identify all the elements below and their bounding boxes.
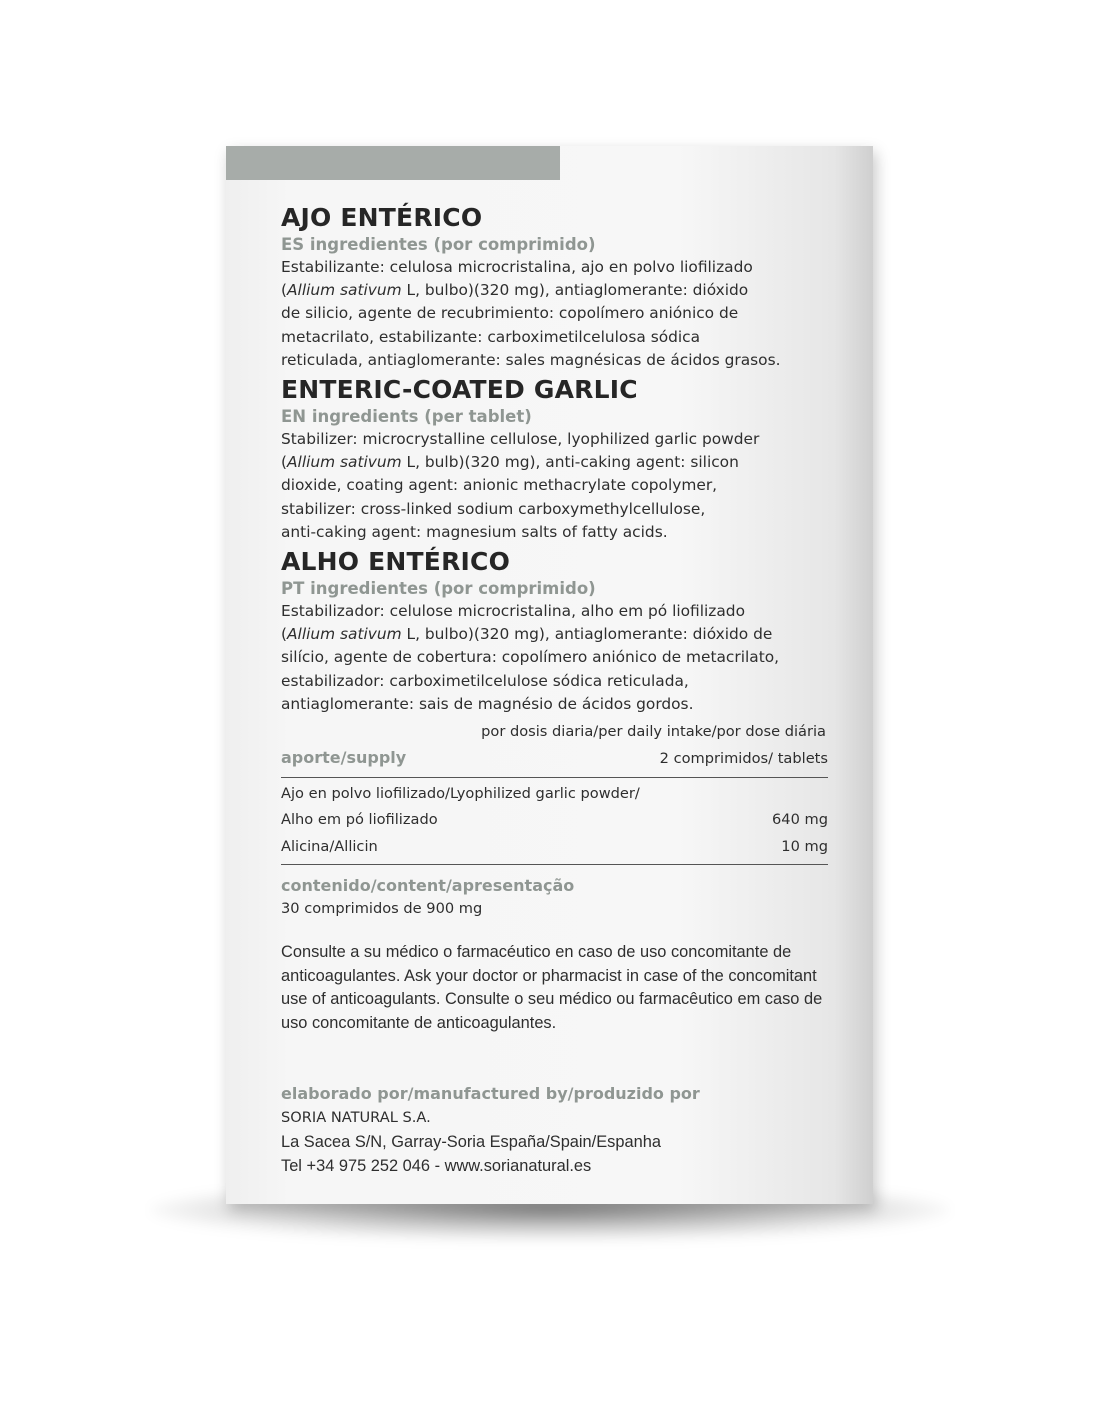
row-label: Ajo en polvo liofilizado/Lyophilized garlic powder/ [281,784,640,802]
ingredients-heading [281,234,861,256]
ingredients-heading [281,406,861,428]
warning-line: Consulte a su médico o farmacéutico en caso de uso concomitante de [281,943,792,962]
manufacturer-contact: Tel +34 975 252 046 - www.sorianatural.es [281,1156,592,1175]
daily-intake-label: por dosis diaria/per daily intake/por dose diária [481,723,826,741]
ingredients-line: anti-caking agent: magnesium salts of fatty acids. [281,522,668,541]
lang-code: PT [281,579,305,599]
manufacturer-name: SORIA NATURAL S.A. [281,1108,431,1126]
ingredients-line: dioxide, coating agent: anionic methacrylate copolymer, [281,476,718,495]
latin-name: Allium sativum [287,281,402,300]
row-label: Alicina/Allicin [281,837,378,855]
lang-code: EN [281,407,307,427]
section-es [281,202,861,372]
ingredients-line: de silicio, agente de recubrimiento: copolímero aniónico de [281,304,739,323]
row-value: 640 mg [772,811,828,829]
ingredients-line: metacrilato, estabilizante: carboximetilcelulosa sódica [281,327,701,346]
section-title: ENTERIC-COATED GARLIC [281,375,638,405]
manufacturer-block [281,1082,861,1178]
row-value: 10 mg [781,837,828,855]
table-row [281,781,828,808]
ingredients-text [281,600,861,716]
supply-table [281,745,828,865]
ingredients-text [281,256,861,372]
lang-code: ES [281,235,305,254]
table-row [281,807,828,834]
table-rule-bottom [281,864,828,865]
ingredients-line: Estabilizador: celulose microcristalina, alho em pó liofilizado [281,602,745,621]
ingredients-line: (Allium sativum L, bulbo)(320 mg), antiaglomerante: dióxido [281,281,749,300]
label-content [281,202,861,1178]
table-header-row [281,745,828,773]
ingredients-heading-text: ingredientes (por comprimido) [310,579,596,599]
ingredients-line: stabilizer: cross-linked sodium carboxymethylcellulose, [281,499,706,518]
row-label: Alho em pó liofilizado [281,811,438,829]
section-en [281,374,861,544]
ingredients-line: reticulada, antiaglomerante: sales magnésicas de ácidos grasos. [281,350,781,369]
ingredients-line: (Allium sativum L, bulbo)(320 mg), antiaglomerante: dióxido de [281,625,773,644]
section-title: ALHO ENTÉRICO [281,547,511,577]
dose-heading: 2 comprimidos/ tablets [659,750,828,768]
ingredients-heading-text: ingredientes (por comprimido) [309,235,596,254]
warning-line: anticoagulantes. Ask your doctor or pharmacist in case of the concomitant [281,966,817,985]
contents-heading: contenido/content/apresentação [281,876,575,896]
top-color-band [226,146,560,180]
ingredients-line: estabilizador: carboximetilcelulose sódica reticulada, [281,671,689,690]
ingredients-line: antiaglomerante: sais de magnésio de ácidos gordos. [281,694,694,713]
latin-name: Allium sativum [287,625,402,644]
ingredients-line: Stabilizer: microcrystalline cellulose, lyophilized garlic powder [281,430,760,449]
ingredients-line: (Allium sativum L, bulb)(320 mg), anti-caking agent: silicon [281,453,739,472]
manufacturer-address: La Sacea S/N, Garray-Soria España/Spain/Espanha [281,1132,661,1151]
ingredients-line: silício, agente de cobertura: copolímero aniónico de metacrilato, [281,648,780,667]
table-rule-top [281,777,828,778]
ingredients-heading-text: ingredients (per tablet) [311,407,532,427]
ingredients-heading [281,578,861,600]
section-pt [281,546,861,716]
section-title: AJO ENTÉRICO [281,203,483,232]
contents-value: 30 comprimidos de 900 mg [281,900,483,918]
table-row [281,834,828,861]
latin-name: Allium sativum [287,453,402,472]
ingredients-text [281,428,861,544]
warning-line: uso concomitante de anticoagulantes. [281,1014,557,1033]
supply-heading: aporte/supply [281,748,407,768]
ingredients-line: Estabilizante: celulosa microcristalina, ajo en polvo liofilizado [281,258,753,276]
manufacturer-heading: elaborado por/manufactured by/produzido por [281,1083,700,1103]
product-box-back [226,146,873,1204]
warning-text [281,941,861,1036]
warning-line: use of anticoagulants. Consulte o seu médico ou farmacêutico em caso de [281,990,823,1009]
